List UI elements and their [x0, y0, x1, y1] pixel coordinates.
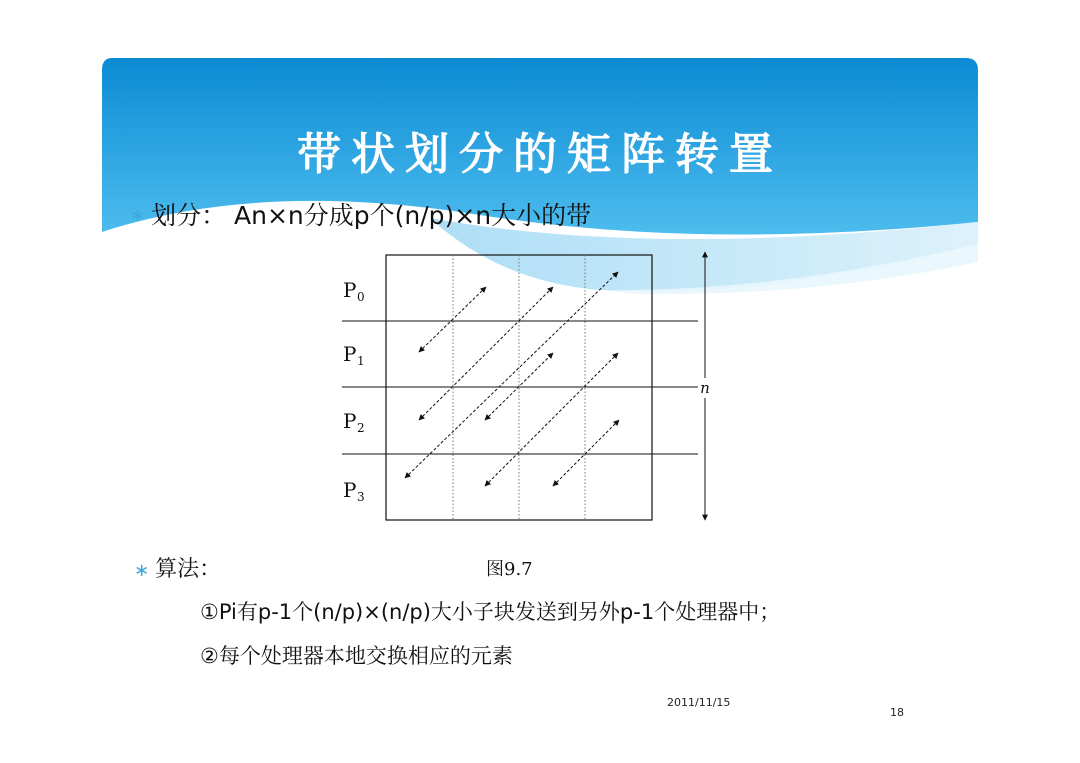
figure-caption: 图9.7 [486, 559, 533, 580]
algorithm-bullet [134, 552, 221, 583]
exchange-arrow [485, 353, 618, 486]
bullet-star-icon: ∗ [134, 560, 150, 581]
exchange-arrow [405, 272, 618, 478]
svg-text:P: P [343, 342, 357, 366]
processor-label-1 [343, 342, 365, 368]
svg-text:0: 0 [357, 290, 365, 304]
algorithm-label: 算法： [155, 557, 222, 582]
bullet-star-icon: ∗ [130, 205, 146, 226]
algorithm-step-2: ②每个处理器本地交换相应的元素 [200, 644, 513, 668]
footer-date: 2011/11/15 [667, 696, 731, 709]
svg-text:P: P [343, 478, 357, 502]
algorithm-step-1: ①Pi有p-1个(n/p)×(n/p)大小子块发送到另外p-1个处理器中； [200, 600, 781, 624]
processor-label-0 [343, 278, 365, 304]
page-number: 18 [890, 706, 904, 719]
svg-text:1: 1 [357, 354, 365, 368]
processor-label-3 [343, 478, 365, 504]
exchange-arrow [553, 420, 619, 486]
svg-text:3: 3 [357, 490, 365, 504]
exchange-arrow [419, 287, 486, 352]
svg-text:P: P [343, 409, 357, 433]
band-dividers [342, 321, 698, 454]
dimension-label: n [700, 379, 710, 397]
processor-label-2 [343, 409, 365, 435]
partition-text: 划分： An×n分成p个(n/p)×n大小的带 [151, 201, 592, 230]
svg-text:2: 2 [357, 421, 365, 435]
svg-text:P: P [343, 278, 357, 302]
page-title: 带状划分的矩阵转置 [297, 129, 783, 180]
